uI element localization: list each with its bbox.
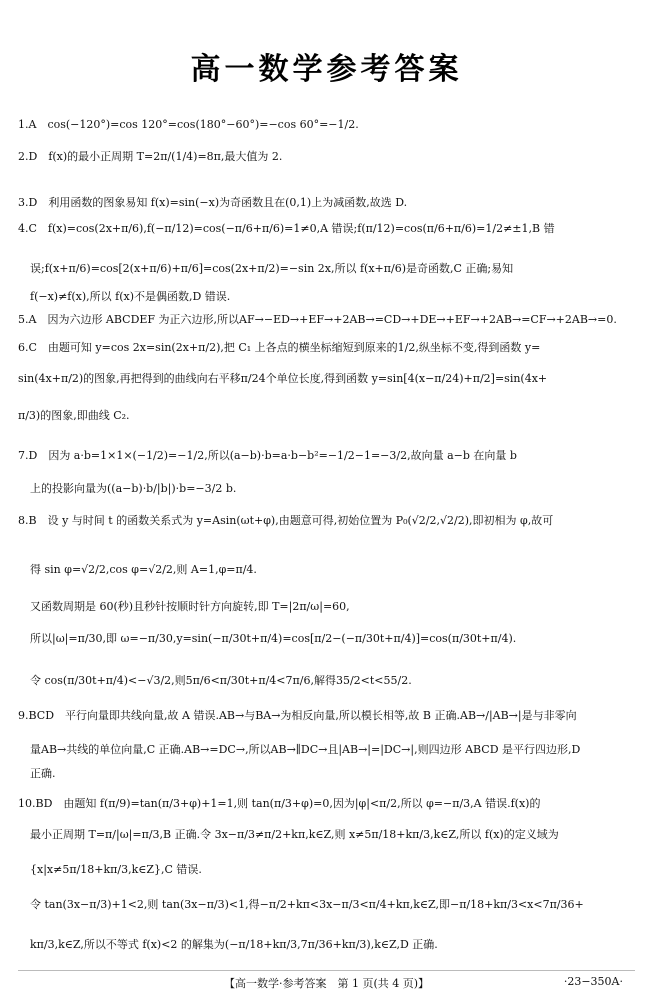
answer-line: 5.A 因为六边形 ABCDEF 为正六边形,所以AF→−ED→+EF→+2AB→=CD→+DE→+EF→+2AB→=CF→+2AB→=0. (18, 313, 617, 326)
answer-line: sin(4x+π/2)的图象,再把得到的曲线向右平移π/24个单位长度,得到函数 y=sin[4(x−π/24)+π/2]=sin(4x+ (18, 372, 548, 385)
answer-line: 得 sin φ=√2/2,cos φ=√2/2,则 A=1,φ=π/4. (30, 563, 257, 576)
answer-line: 1.A cos(−120°)=cos 120°=cos(180°−60°)=−cos 60°=−1/2. (18, 118, 359, 131)
answer-line: 所以|ω|=π/30,即 ω=−π/30,y=sin(−π/30t+π/4)=cos[π/2−(−π/30t+π/4)]=cos(π/30t+π/4). (30, 632, 517, 645)
answer-line: 2.D f(x)的最小正周期 T=2π/(1/4)=8π,最大值为 2. (18, 150, 283, 163)
answer-line: 7.D 因为 a·b=1×1×(−1/2)=−1/2,所以(a−b)·b=a·b−b²=−1/2−1=−3/2,故向量 a−b 在向量 b (18, 449, 517, 462)
footer-page-info: 【高一数学·参考答案 第 1 页(共 4 页)】 (223, 977, 430, 990)
answer-line: 上的投影向量为((a−b)·b/|b|)·b=−3/2 b. (30, 482, 237, 495)
answer-line: 令 cos(π/30t+π/4)<−√3/2,则5π/6<π/30t+π/4<7π/6,解得35/2<t<55/2. (30, 674, 412, 687)
answer-line: 10.BD 由题知 f(π/9)=tan(π/3+φ)+1=1,则 tan(π/3+φ)=0,因为|φ|<π/2,所以 φ=−π/3,A 错误.f(x)的 (18, 797, 541, 810)
footer-divider (18, 970, 635, 971)
answer-line: 量AB→共线的单位向量,C 正确.AB→=DC→,所以AB→∥DC→且|AB→|=|DC→|,则四边形 ABCD 是平行四边形,D (30, 743, 581, 756)
page-title: 高一数学参考答案 (190, 52, 463, 87)
answer-line: f(−x)≠f(x),所以 f(x)不是偶函数,D 错误. (30, 290, 231, 303)
answer-line: 8.B 设 y 与时间 t 的函数关系式为 y=Asin(ωt+φ),由题意可得,初始位置为 P₀(√2/2,√2/2),即初相为 φ,故可 (18, 514, 554, 527)
answer-line: 最小正周期 T=π/|ω|=π/3,B 正确.令 3x−π/3≠π/2+kπ,k∈Z,则 x≠5π/18+kπ/3,k∈Z,所以 f(x)的定义域为 (30, 828, 559, 841)
page-footer (0, 975, 653, 991)
answer-line: 3.D 利用函数的图象易知 f(x)=sin(−x)为奇函数且在(0,1)上为减函数,故选 D. (18, 196, 408, 209)
answer-line: 误;f(x+π/6)=cos[2(x+π/6)+π/6]=cos(2x+π/2)=−sin 2x,所以 f(x+π/6)是奇函数,C 正确;易知 (30, 262, 514, 275)
answer-line: {x|x≠5π/18+kπ/3,k∈Z},C 错误. (30, 863, 202, 876)
answer-line: 4.C f(x)=cos(2x+π/6),f(−π/12)=cos(−π/6+π/6)=1≠0,A 错误;f(π/12)=cos(π/6+π/6)=1/2≠±1,B 错 (18, 222, 555, 235)
footer-code: ·23−350A· (563, 975, 623, 988)
answer-line: 又函数周期是 60(秒)且秒针按顺时针方向旋转,即 T=|2π/ω|=60, (30, 600, 350, 613)
answer-line: 9.BCD 平行向量即共线向量,故 A 错误.AB→与BA→为相反向量,所以模长相等,故 B 正确.AB→/|AB→|是与非零向 (18, 709, 577, 722)
answer-line: 令 tan(3x−π/3)+1<2,则 tan(3x−π/3)<1,得−π/2+kπ<3x−π/3<π/4+kπ,k∈Z,即−π/18+kπ/3<x<7π/36+ (30, 898, 584, 911)
answer-line: 6.C 由题可知 y=cos 2x=sin(2x+π/2),把 C₁ 上各点的横坐标缩短到原来的1/2,纵坐标不变,得到函数 y= (18, 341, 541, 354)
answer-line: 正确. (30, 767, 56, 780)
answer-line: π/3)的图象,即曲线 C₂. (18, 409, 130, 422)
answer-line: kπ/3,k∈Z,所以不等式 f(x)<2 的解集为(−π/18+kπ/3,7π/36+kπ/3),k∈Z,D 正确. (30, 938, 438, 951)
